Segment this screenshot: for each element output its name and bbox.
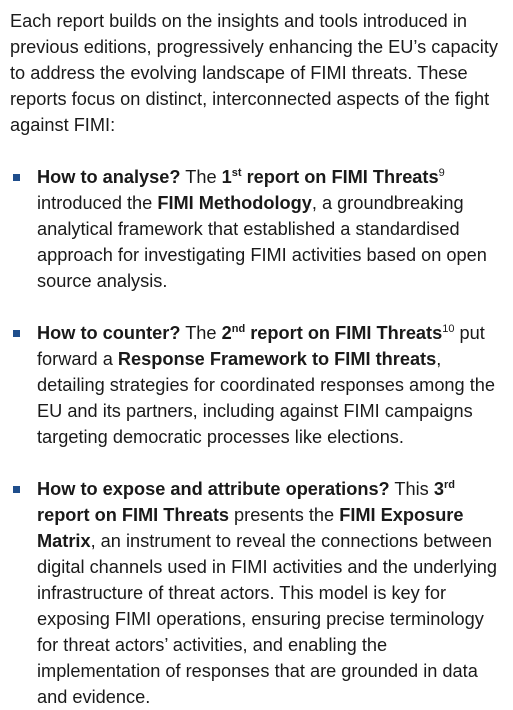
intro-paragraph: Each report builds on the insights and tools introduced in previous editions, progressively enhancing the EU’s capacity to address the evolving landscape of FIMI threats. These reports focus on distinct, interconnected aspects of the fight against FIMI: <box>10 11 498 135</box>
text-span: put forward a <box>37 323 485 369</box>
report-title: report on FIMI Threats <box>245 323 443 343</box>
question-heading: How to counter? <box>37 323 181 343</box>
question-heading: How to expose and attribute operations? <box>37 479 390 499</box>
text-span: presents the <box>229 505 340 525</box>
text-span: , detailing strategies for coordinated responses among the EU and its partners, including against FIMI campaigns targeting democratic processes like elections. <box>37 349 495 447</box>
square-bullet-icon <box>13 174 20 181</box>
report-ordinal: 1 <box>221 167 232 187</box>
text-span: The <box>180 167 222 187</box>
text-span: introduced the <box>37 193 158 213</box>
square-bullet-icon <box>13 486 20 493</box>
footnote-ref[interactable]: 9 <box>438 166 445 179</box>
ordinal-suffix: st <box>231 166 242 179</box>
list-item-counter <box>10 320 502 450</box>
question-heading: How to analyse? <box>37 167 181 187</box>
report-ordinal: 3 <box>433 479 444 499</box>
text-span: The <box>180 323 222 343</box>
document-page <box>10 8 502 710</box>
ordinal-suffix: nd <box>231 322 246 335</box>
text-span: , an instrument to reveal the connections between digital channels used in FIMI activities and the underlying infrastructure of threat actors. This model is key for exposing FIMI operations, ensuring precise terminology for threat actors’ activities, and enabling the implementation of responses that are grounded in data and evidence. <box>37 531 497 707</box>
report-list <box>10 164 502 710</box>
key-term: FIMI Exposure Matrix <box>37 505 464 551</box>
report-ordinal: 2 <box>221 323 232 343</box>
square-bullet-icon <box>13 330 20 337</box>
text-span: , a groundbreaking analytical framework that established a standardised approach for investigating FIMI activities based on open source analysis. <box>37 193 487 291</box>
text-span: This <box>389 479 434 499</box>
key-term: FIMI Methodology <box>157 193 312 213</box>
report-title: report on FIMI Threats <box>241 167 439 187</box>
list-item-expose <box>10 476 502 710</box>
footnote-ref[interactable]: 10 <box>442 322 455 335</box>
report-title: report on FIMI Threats <box>37 505 229 525</box>
list-item-analyse <box>10 164 502 294</box>
ordinal-suffix: rd <box>443 478 455 491</box>
list-item-text <box>37 164 502 294</box>
list-item-text <box>37 320 502 450</box>
list-item-text <box>37 476 502 710</box>
key-term: Response Framework to FIMI threats <box>117 349 437 369</box>
